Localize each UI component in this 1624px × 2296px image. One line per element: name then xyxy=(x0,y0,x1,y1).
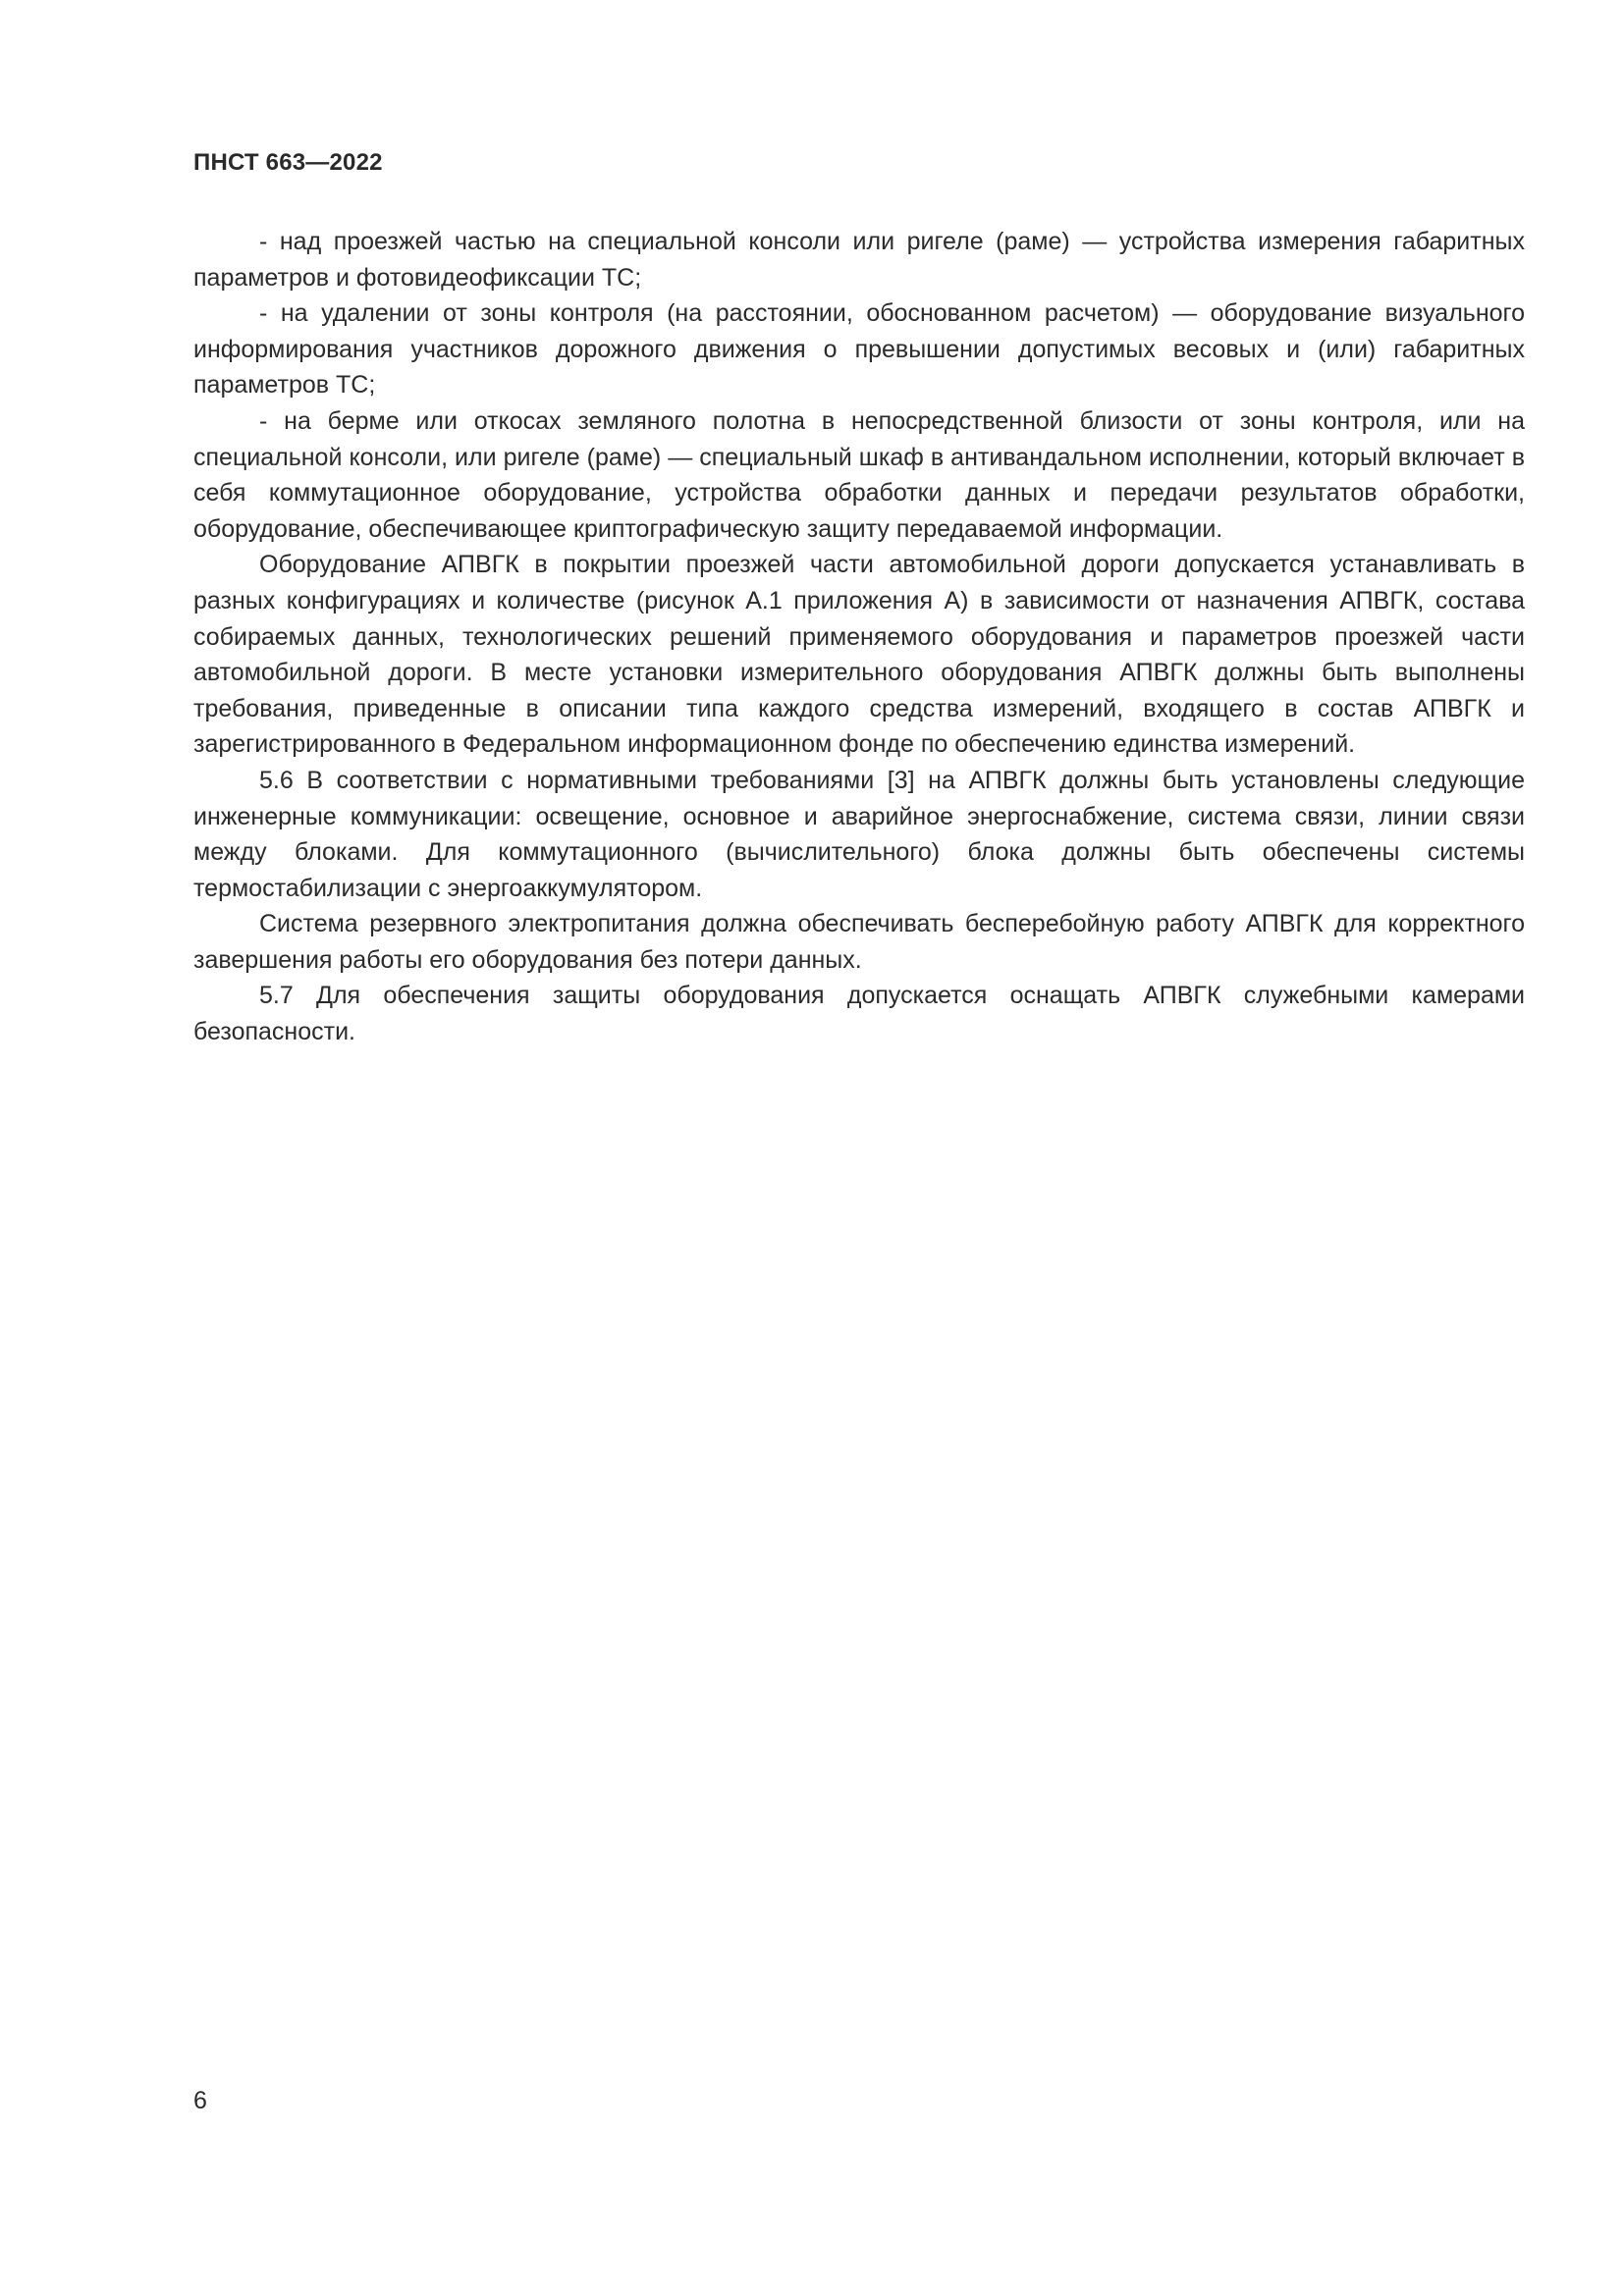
paragraph-backup-power: Система резервного электропитания должна обеспечивать бесперебойную работу АПВГК для корректного завершения работы его оборудования без потери данных. xyxy=(193,910,1525,974)
paragraph-bullet-distance: - на удалении от зоны контроля (на расстоянии, обоснованном расчетом) — оборудование визуального информирования участников дорожного движения о превышении допустимых весовых и (или) габаритных параметров ТС; xyxy=(193,299,1525,400)
document-id-header: ПНСТ 663—2022 xyxy=(193,149,383,176)
paragraph-bullet-berm: - на берме или откосах земляного полотна в непосредственной близости от зоны контроля, или на специальной консоли, или ригеле (раме) — специальный шкаф в антивандальном исполнении, который включает в себя коммутационное оборудование, устройства обработки данных и передачи результатов обработки, оборудование, обеспечивающее криптографическую защиту передаваемой информации. xyxy=(193,406,1525,543)
paragraph-bullet-overhead: - над проезжей частью на специальной консоли или ригеле (раме) — устройства измерения габаритных параметров и фотовидеофиксации ТС; xyxy=(193,228,1525,292)
page-number: 6 xyxy=(193,2087,207,2114)
paragraph-equipment-install: Оборудование АПВГК в покрытии проезжей части автомобильной дороги допускается устанавливать в разных конфигурациях и количестве (рисунок А.1 приложения А) в зависимости от назначения АПВГК, состава собираемых данных, технологических решений применяемого оборудования и параметров проезжей части автомобильной дороги. В месте установки измерительного оборудования АПВГК должны быть выполнены требования, приведенные в описании типа каждого средства измерений, входящего в состав АПВГК и зарегистрированного в Федеральном информационном фонде по обеспечению единства измерений. xyxy=(193,551,1525,759)
paragraph-section-5-7: 5.7 Для обеспечения защиты оборудования допускается оснащать АПВГК служебными камерами безопасности. xyxy=(193,982,1525,1046)
paragraph-section-5-6: 5.6 В соответствии с нормативными требованиями [3] на АПВГК должны быть установлены следующие инженерные коммуникации: освещение, основное и аварийное энергоснабжение, система связи, линии связи между блоками. Для коммутационного (вычислительного) блока должны быть обеспечены системы термостабилизации с энергоаккумулятором. xyxy=(193,766,1525,902)
document-body xyxy=(193,224,1525,1050)
